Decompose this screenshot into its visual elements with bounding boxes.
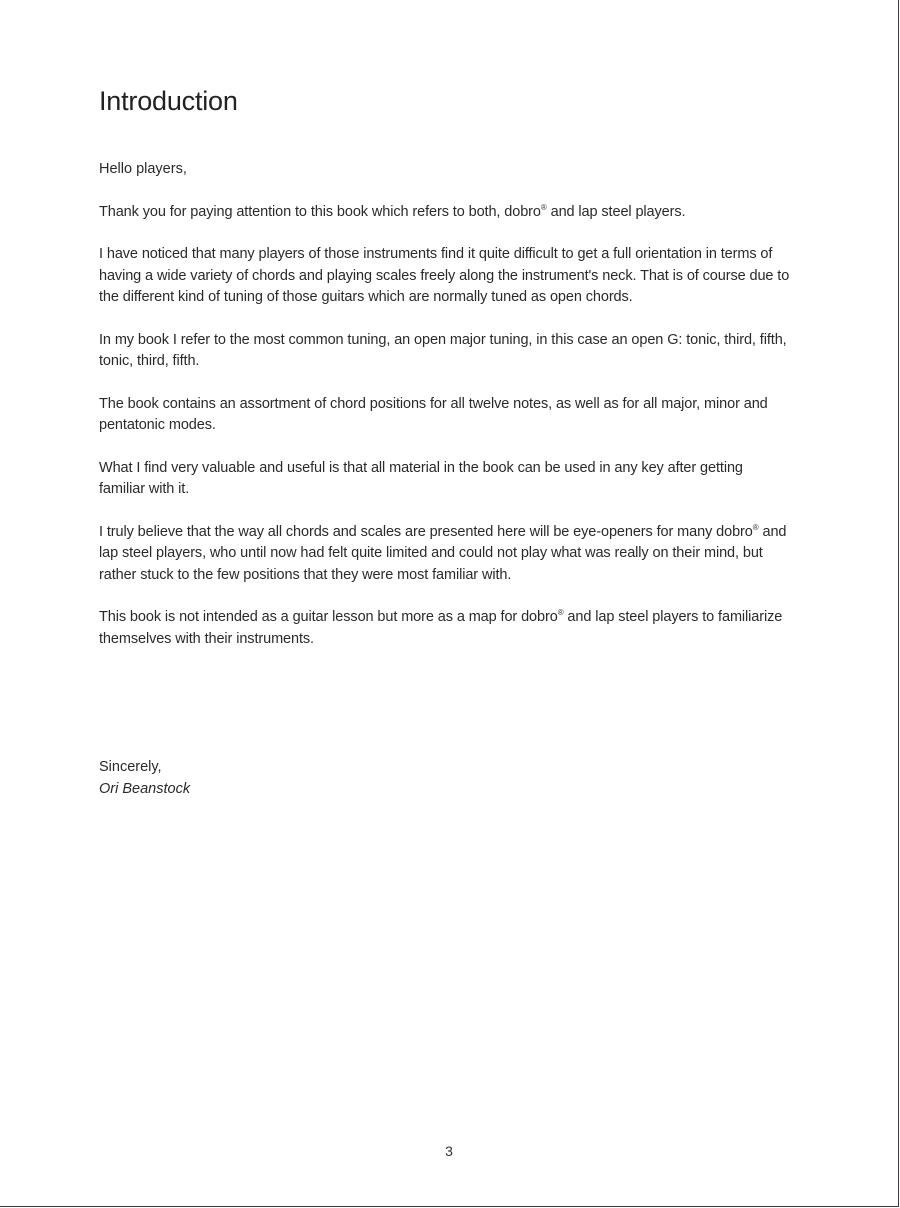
paragraph-1-text-end: and lap steel players. — [546, 203, 686, 220]
registered-mark: ® — [540, 202, 547, 212]
signature: Ori Beanstock — [99, 780, 191, 797]
paragraph-6-text: I truly believe that the way all chords and scales are presented here will be eye-openers for many dobro — [99, 523, 753, 540]
page-content — [99, 84, 791, 800]
paragraph-7-text: This book is not intended as a guitar lesson but more as a map for dobro — [99, 609, 558, 625]
page-number: 3 — [445, 1143, 453, 1159]
closing: Sincerely, — [99, 759, 162, 775]
registered-mark: ® — [752, 522, 759, 532]
paragraph-6-text-end: and lap steel players, who until now had felt quite limited and could not play what was really on their mind, but rather stuck to the few positions that they were most familiar with. — [99, 523, 787, 583]
paragraph-7 — [99, 607, 791, 650]
registered-mark: ® — [557, 608, 564, 617]
paragraph-1-text: Thank you for paying attention to this book which refers to both, dobro — [99, 203, 541, 220]
paragraph-2: I have noticed that many players of those instruments find it quite difficult to get a full orientation in terms of having a wide variety of chords and playing scales freely along the instrument's neck. That is of course due to the different kind of tuning of those guitars which are normally tuned as open chords. — [99, 246, 790, 305]
paragraph-3: In my book I refer to the most common tuning, an open major tuning, in this case an open G: tonic, third, fifth, tonic, third, fifth. — [99, 331, 787, 369]
paragraph-4: The book contains an assortment of chord positions for all twelve notes, as well as for all major, minor and pentatonic modes. — [99, 395, 768, 433]
paragraph-5: What I find very valuable and useful is that all material in the book can be used in any key after getting familiar with it. — [99, 459, 743, 497]
greeting: Hello players, — [99, 161, 187, 177]
paragraph-1 — [99, 202, 791, 224]
paragraph-7-text-end: and lap steel players to familiarize themselves with their instruments. — [99, 609, 783, 647]
page-title: Introduction — [99, 86, 238, 116]
paragraph-6 — [99, 522, 791, 587]
